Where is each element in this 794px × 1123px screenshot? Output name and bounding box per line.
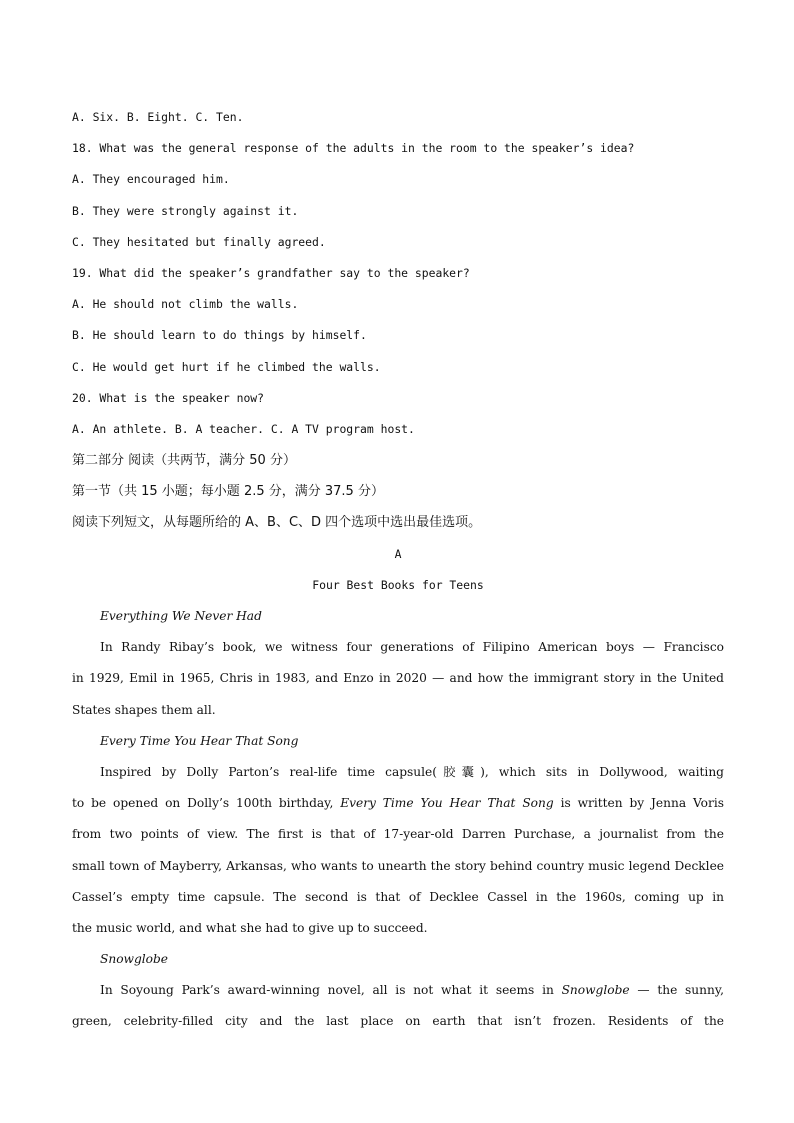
- q18-option-a: A. They encouraged him.: [72, 172, 230, 187]
- book-title: Every Time You Hear That Song: [100, 733, 299, 748]
- q19-stem: 19. What did the speaker’s grandfather say to the speaker?: [72, 265, 470, 280]
- q20-stem: 20. What is the speaker now?: [72, 390, 265, 405]
- book-description-line: Inspired by Dolly Parton’s real-life time capsule(胶囊), which sits in Dollywood, waiting: [100, 764, 724, 779]
- book-description-line: from two points of view. The first is that of 17-year-old Darren Purchase, a journalist from the: [72, 827, 724, 842]
- book-title: Everything We Never Had: [100, 609, 262, 623]
- q19-option-c: C. He would get hurt if he climbed the walls.: [72, 359, 381, 374]
- book-title: Snowglobe: [100, 952, 169, 967]
- q19-option-a: A. He should not climb the walls.: [72, 297, 299, 312]
- passage-letter: A: [394, 546, 402, 561]
- book-description-line: in 1929, Emil in 1965, Chris in 1983, and Enzo in 2020 — and how the immigrant story in the United: [72, 671, 724, 686]
- book-description-line: Cassel’s empty time capsule. The second is that of Decklee Cassel in the 1960s, coming up in: [72, 889, 724, 904]
- q20-options: A. An athlete. B. A teacher. C. A TV program host.: [72, 421, 415, 436]
- book-description-line: In Randy Ribay’s book, we witness four generations of Filipino American boys — Francisco: [100, 640, 724, 655]
- book-description-line: the music world, and what she had to give up to succeed.: [72, 920, 428, 935]
- instructions: 阅读下列短文，从每题所给的 A、B、C、D 四个选项中选出最佳选项。: [72, 515, 482, 531]
- passage-title: Four Best Books for Teens: [312, 577, 484, 592]
- subsection-heading: 第一节（共 15 小题；每小题 2.5 分，满分 37.5 分）: [72, 484, 384, 500]
- q18-option-c: C. They hesitated but finally agreed.: [72, 234, 326, 249]
- book-description-line: small town of Mayberry, Arkansas, who wants to unearth the story behind country music legend Decklee: [72, 858, 724, 873]
- book-description-line: In Soyoung Park’s award-winning novel, all is not what it seems in Snowglobe — the sunny,: [100, 983, 724, 998]
- book-description-line: to be opened on Dolly’s 100th birthday, Every Time You Hear That Song is written by Jenna Voris: [72, 796, 724, 811]
- q17-options: A. Six. B. Eight. C. Ten.: [72, 110, 244, 124]
- part-heading: 第二部分 阅读（共两节，满分 50 分）: [72, 453, 296, 469]
- book-title-inline: Snowglobe: [561, 983, 630, 998]
- q18-option-b: B. They were strongly against it.: [72, 203, 299, 218]
- exam-page: [72, 102, 724, 1038]
- q19-option-b: B. He should learn to do things by himself.: [72, 328, 367, 343]
- book-description-line: green, celebrity-filled city and the last place on earth that isn’t frozen. Residents of the: [72, 1014, 724, 1029]
- q18-stem: 18. What was the general response of the adults in the room to the speaker’s idea?: [72, 141, 635, 156]
- book-title-inline: Every Time You Hear That Song: [340, 796, 554, 811]
- book-description-line: States shapes them all.: [72, 702, 216, 717]
